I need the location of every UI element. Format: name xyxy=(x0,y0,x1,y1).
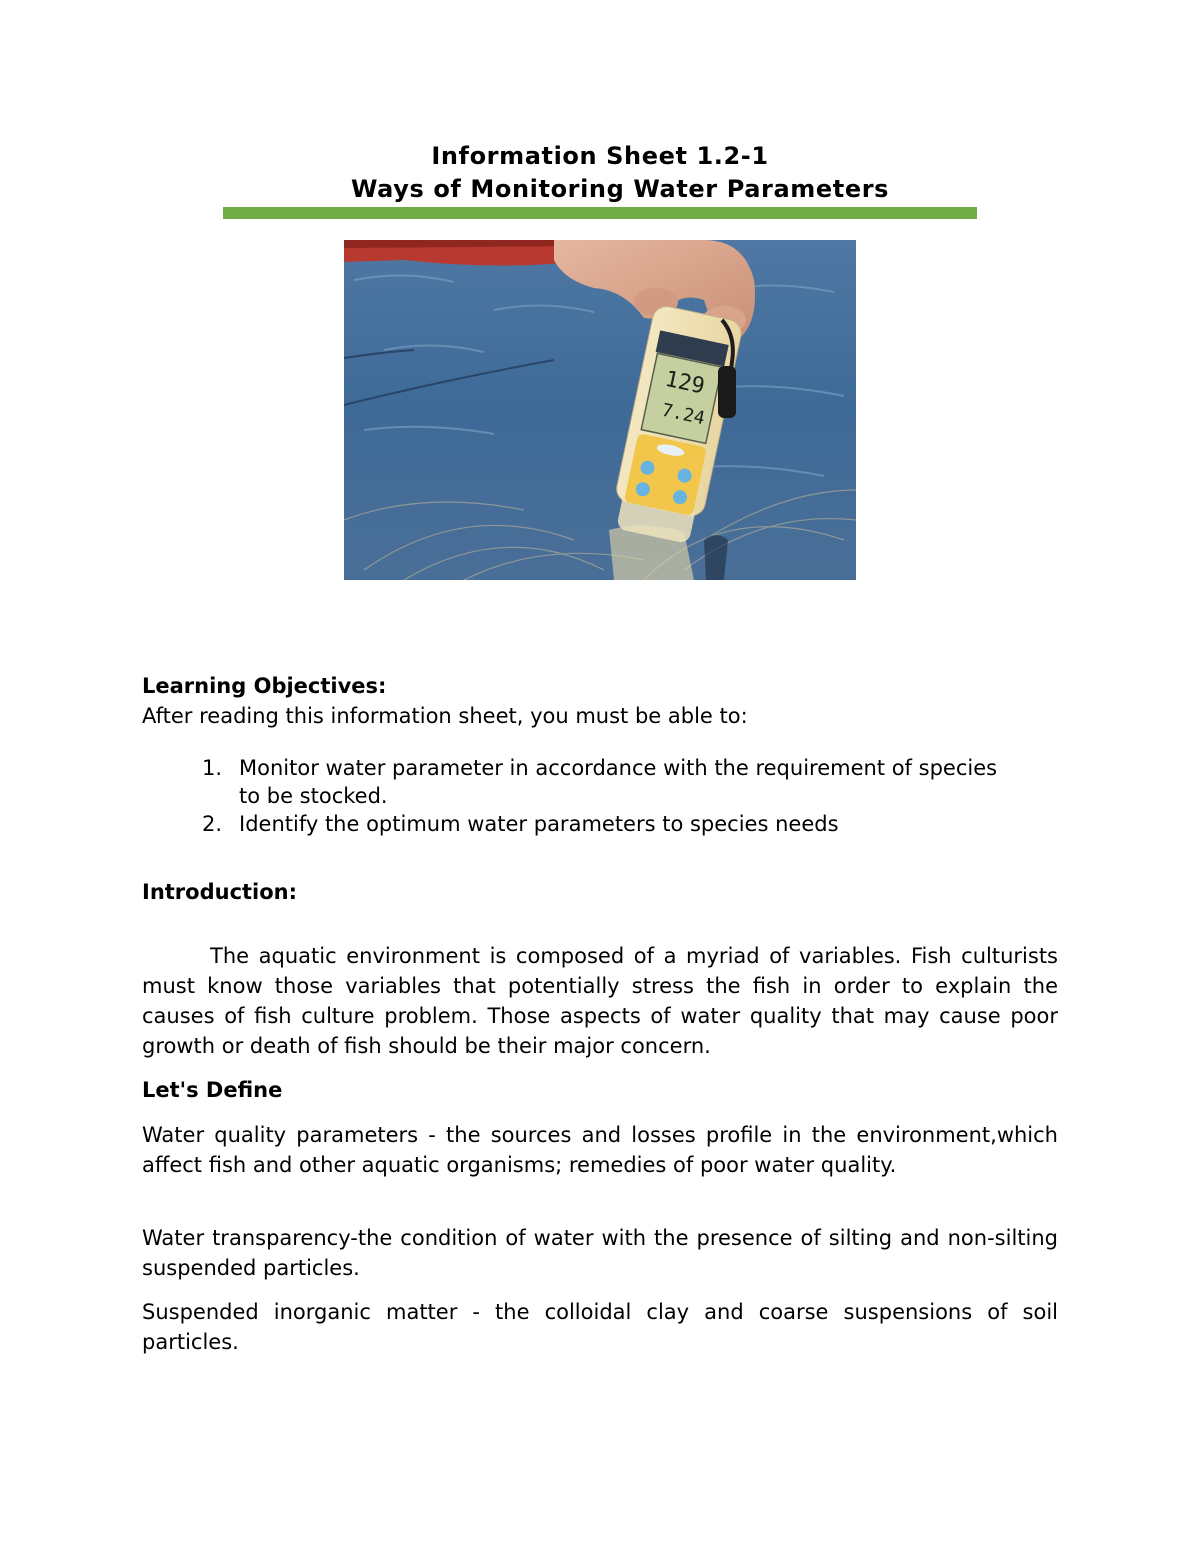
learning-objectives-lead: After reading this information sheet, you must be able to: xyxy=(142,704,748,728)
introduction-heading: Introduction: xyxy=(142,880,298,904)
title-line-1: Information Sheet 1.2-1 xyxy=(431,142,769,170)
water-meter-photo-illustration xyxy=(344,240,856,580)
introduction-paragraph: The aquatic environment is composed of a myriad of variables. Fish culturists must know those variables that potentially stress the fish in order to explain the causes of fish culture problem. Those aspects of water quality that may cause poor growth or death of fish should be their major concern. xyxy=(142,944,1058,1058)
definition-water-quality-parameters: Water quality parameters - the sources and losses profile in the environment,which affect fish and other aquatic organisms; remedies of poor water quality. xyxy=(142,1123,1058,1177)
title-line-2: Ways of Monitoring Water Parameters xyxy=(350,175,890,203)
definition-suspended-inorganic-matter: Suspended inorganic matter - the colloidal clay and coarse suspensions of soil particles. xyxy=(142,1300,1058,1354)
lets-define-heading: Let's Define xyxy=(142,1078,283,1102)
meter-reading-bottom: 7.24 xyxy=(659,399,707,430)
definition-water-transparency: Water transparency-the condition of water with the presence of silting and non-silting suspended particles. xyxy=(142,1226,1058,1280)
list-item xyxy=(202,810,1022,838)
list-item xyxy=(202,754,1022,810)
list-item-text: Monitor water parameter in accordance with the requirement of species to be stocked. xyxy=(239,756,998,808)
learning-objectives-heading: Learning Objectives: xyxy=(142,674,387,698)
list-item-number: 2. xyxy=(202,812,223,836)
meter-reading-top: 129 xyxy=(662,366,707,400)
list-item-text: Identify the optimum water parameters to species needs xyxy=(239,812,839,836)
title-underline-rule xyxy=(223,207,977,219)
water-meter-photo xyxy=(344,240,856,580)
objectives-list xyxy=(202,754,1022,838)
list-item-number: 1. xyxy=(202,756,223,780)
